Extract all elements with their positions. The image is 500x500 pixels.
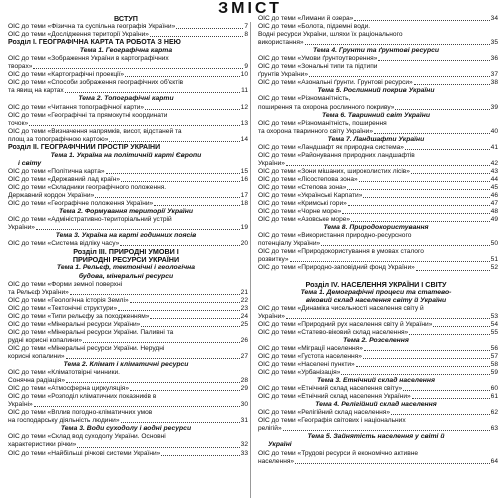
toc-entry bbox=[254, 329, 498, 337]
toc-entry-title: ОІС до теми «Лісостепова зона» bbox=[258, 175, 358, 183]
toc-entry-title: ОІС до теми «Релігійний склад населення» bbox=[258, 409, 391, 417]
toc-page-number: 41 bbox=[490, 143, 498, 151]
toc-entry-line: ОІС до теми «Адміністративно-територіальний устрій bbox=[8, 216, 172, 224]
toc-page-number: 31 bbox=[240, 417, 248, 425]
leader-dots bbox=[150, 36, 243, 37]
leader-dots bbox=[309, 76, 490, 77]
toc-entry bbox=[4, 377, 248, 385]
toc-entry-title: ОІС до теми «Природний рух населення світу й України» bbox=[258, 320, 433, 328]
leader-dots bbox=[176, 28, 243, 29]
toc-page-number: 50 bbox=[490, 240, 498, 248]
toc-entry-title: та Рельєф України» bbox=[8, 288, 69, 296]
leader-dots bbox=[374, 133, 490, 134]
toc-entry-title: характеристики річки» bbox=[8, 441, 77, 449]
toc-page-number: 21 bbox=[240, 288, 248, 296]
toc-page-number: 11 bbox=[241, 87, 248, 95]
toc-page-number: 47 bbox=[490, 200, 498, 208]
toc-entry-line: ОІС до теми «Складники географічного положення. bbox=[8, 183, 167, 191]
leader-dots bbox=[405, 149, 490, 150]
toc-entry-title: ОІС до теми «Кримські гори» bbox=[258, 200, 347, 208]
topic-heading: Тема 5. Зайнятість населення у світі й bbox=[307, 433, 445, 441]
toc-entry bbox=[4, 450, 248, 458]
leader-dots bbox=[154, 205, 239, 206]
leader-dots bbox=[121, 422, 240, 423]
toc-entry-title: та явищ на картах bbox=[8, 87, 64, 95]
toc-entry bbox=[254, 240, 498, 248]
toc-entry bbox=[4, 441, 248, 449]
toc-right-column bbox=[254, 15, 498, 466]
toc-entry-title: поширення та охорона рослинного покриву» bbox=[258, 103, 395, 111]
toc-page-number: 57 bbox=[490, 352, 498, 360]
leader-dots bbox=[283, 430, 490, 431]
toc-entry bbox=[254, 200, 498, 208]
toc-entry bbox=[254, 264, 498, 272]
toc-page-number: 64 bbox=[490, 457, 498, 465]
toc-page-number: 51 bbox=[490, 256, 498, 264]
toc-entry-line: ОІС до теми «Використання природно-ресурсного bbox=[258, 232, 412, 240]
topic-heading: Тема 2. Розселення bbox=[343, 336, 409, 344]
toc-entry-title: потенціалу України» bbox=[258, 240, 321, 248]
toc-entry-title: корисні копалини» bbox=[8, 352, 65, 360]
leader-dots bbox=[348, 205, 490, 206]
toc-page-number: 55 bbox=[490, 328, 498, 336]
toc-page-number: 45 bbox=[490, 183, 498, 191]
section-heading: Розділ І. ГЕОГРАФІЧНА КАРТА ТА РОБОТА З НЕЮ bbox=[8, 39, 181, 47]
toc-entry-title: України» bbox=[258, 312, 285, 320]
leader-dots bbox=[125, 76, 240, 77]
toc-entry-title: ОІС до теми «Дослідження території України» bbox=[8, 31, 149, 39]
toc-entry-line: ОІС до теми «Форми земної поверхні bbox=[8, 280, 123, 288]
toc-page-number: 42 bbox=[490, 159, 498, 167]
toc-entry bbox=[4, 313, 248, 321]
leader-dots bbox=[363, 197, 489, 198]
toc-entry bbox=[4, 63, 248, 71]
toc-entry-title: ОІС до теми «Урбанізація» bbox=[258, 369, 341, 377]
leader-dots bbox=[141, 326, 239, 327]
toc-entry bbox=[254, 128, 498, 136]
topic-heading: Тема 1. Географічна карта bbox=[79, 47, 173, 55]
topic-heading: і світу bbox=[18, 159, 42, 167]
toc-page-number: 13 bbox=[240, 119, 248, 127]
leader-dots bbox=[295, 463, 490, 464]
toc-entry-title: Сонячна радіація» bbox=[8, 377, 66, 385]
leader-dots bbox=[342, 213, 489, 214]
toc-entry bbox=[4, 305, 248, 313]
toc-entry-title: ОІС до теми «Мінеральні ресурси України» bbox=[8, 320, 141, 328]
leader-dots bbox=[66, 382, 240, 383]
leader-dots bbox=[70, 294, 240, 295]
toc-entry-title: та охорона тваринного світу України» bbox=[258, 127, 374, 135]
toc-entry bbox=[254, 369, 498, 377]
leader-dots bbox=[363, 358, 490, 359]
toc-entry bbox=[4, 417, 248, 425]
toc-entry-title: ОІС до теми «Етнічний склад населення світу» bbox=[258, 385, 403, 393]
toc-entry-title: точок» bbox=[8, 119, 29, 127]
toc-entry bbox=[254, 15, 498, 23]
toc-page-number: 54 bbox=[490, 320, 498, 328]
toc-entry-title: ОІС до теми «Етнічний склад населення України» bbox=[258, 393, 411, 401]
leader-dots bbox=[83, 342, 240, 343]
toc-entry bbox=[254, 353, 498, 361]
toc-entry-line: ОІС до теми «Зональні типи та підтипи bbox=[258, 63, 378, 71]
toc-entry-line: ОІС до теми «Районування природних ландшафтів bbox=[258, 151, 415, 159]
toc-entry bbox=[4, 120, 248, 128]
toc-page-number: 52 bbox=[490, 264, 498, 272]
toc-entry bbox=[254, 160, 498, 168]
topic-heading: Тема 1. Демографічні процеси та статево- bbox=[300, 288, 452, 296]
toc-page-number: 23 bbox=[240, 304, 248, 312]
toc-entry bbox=[4, 297, 248, 305]
toc-entry bbox=[254, 409, 498, 417]
toc-page-number: 15 bbox=[240, 167, 248, 175]
leader-dots bbox=[391, 414, 490, 415]
toc-entry-title: ОІС до теми «Тектонічні структури» bbox=[8, 304, 118, 312]
topic-heading: Тема 3. Україна на карті годинних поясів bbox=[55, 232, 197, 240]
toc-entry-title: ОІС до теми «Система відліку часу» bbox=[8, 240, 120, 248]
toc-entry-title: ОІС до теми «Умови ґрунтоутворення» bbox=[258, 55, 378, 63]
toc-entry-title: ОІС до теми «Міграції населення» bbox=[258, 344, 363, 352]
toc-entry-title: ОІС до теми «Типи рельєфу за походженням» bbox=[8, 312, 150, 320]
toc-entry-title: ОІС до теми «Геологічна історія Землі» bbox=[8, 296, 129, 304]
toc-entry-line: ОІС до теми «Склад вод суходолу України. Основні bbox=[8, 433, 166, 441]
toc-page-number: 8 bbox=[244, 31, 248, 39]
toc-entry bbox=[4, 136, 248, 144]
toc-entry-line: ОІС до теми «Розподіл кліматичних показників в bbox=[8, 393, 157, 401]
topic-heading: Тема 6. Тваринний світ України bbox=[322, 111, 430, 119]
toc-page-number: 37 bbox=[490, 71, 498, 79]
toc-page-number: 30 bbox=[240, 401, 248, 409]
toc-page-number: 53 bbox=[490, 312, 498, 320]
toc-entry-line: ОІС до теми «Трудові ресурси й економічно активне bbox=[258, 449, 419, 457]
toc-entry-line: ОІС до теми «Різноманітність, bbox=[258, 95, 351, 103]
toc-page-number: 32 bbox=[240, 441, 248, 449]
toc-entry-title: рудні корисні копалини» bbox=[8, 336, 83, 344]
toc-page-number: 20 bbox=[240, 240, 248, 248]
toc-entry-line: ОІС до теми «Природокористування в умовах сталого bbox=[258, 248, 424, 256]
toc-entry bbox=[254, 79, 498, 87]
leader-dots bbox=[286, 318, 490, 319]
topic-heading: Тема 8. Природокористування bbox=[323, 224, 429, 232]
toc-entry bbox=[254, 345, 498, 353]
toc-page-number: 34 bbox=[490, 15, 498, 22]
toc-entry-line: ОІС до теми «Зображення України в картографічних bbox=[8, 55, 169, 63]
topic-heading: Тема 1. Рельєф, тектонічні і геологічна bbox=[56, 264, 196, 272]
toc-page-number: 63 bbox=[490, 425, 498, 433]
toc-entry-title: ОІС до теми «Азональні ґрунти. Ґрунтові ресурси» bbox=[258, 79, 413, 87]
leader-dots bbox=[395, 109, 489, 110]
toc-entry-line: ОІС до теми «Мінеральні ресурси України. Нерудні bbox=[8, 344, 165, 352]
toc-entry-title: населення» bbox=[258, 457, 295, 465]
toc-page-number: 7 bbox=[244, 23, 248, 31]
leader-dots bbox=[121, 181, 240, 182]
toc-page-number: 24 bbox=[240, 312, 248, 320]
leader-dots bbox=[77, 447, 239, 448]
toc-page-number: 46 bbox=[490, 192, 498, 200]
topic-heading: Україні bbox=[268, 441, 292, 449]
toc-entry-line: ОІС до теми «Вплив погодно-кліматичних умов bbox=[8, 409, 153, 417]
topic-heading: Тема 4. Ґрунти та ґрунтові ресурси bbox=[312, 47, 440, 55]
topic-heading: Тема 5. Рослинний покрив України bbox=[317, 87, 435, 95]
topic-heading: віковий склад населення світу й України bbox=[305, 296, 447, 304]
toc-page-number: 16 bbox=[240, 175, 248, 183]
page-title: ЗМІСТ bbox=[218, 0, 282, 17]
toc-entry bbox=[4, 87, 248, 95]
toc-entry bbox=[254, 168, 498, 176]
toc-entry bbox=[254, 385, 498, 393]
toc-entry-title: ОІС до теми «Читання топографічної карти» bbox=[8, 103, 145, 111]
toc-entry bbox=[254, 361, 498, 369]
leader-dots bbox=[414, 84, 490, 85]
toc-entry bbox=[4, 289, 248, 297]
leader-dots bbox=[321, 245, 489, 246]
toc-entry-title: ОІС до теми «Степова зона» bbox=[258, 183, 347, 191]
toc-entry-title: ОІС до теми «Фізична та суспільна географія України» bbox=[8, 23, 176, 31]
leader-dots bbox=[145, 109, 240, 110]
toc-entry-title: ОІС до теми «Атмосферна циркуляція» bbox=[8, 385, 130, 393]
toc-entry bbox=[4, 401, 248, 409]
toc-entry-title: Україні» bbox=[8, 401, 33, 409]
toc-entry-line: ОІС до теми «Динаміка чисельності населення світу й bbox=[258, 304, 424, 312]
toc-page-number: 25 bbox=[240, 320, 248, 328]
toc-entry-title: ОІС до теми «Державний лад країн» bbox=[8, 175, 121, 183]
toc-page-number: 26 bbox=[240, 336, 248, 344]
leader-dots bbox=[341, 374, 489, 375]
leader-dots bbox=[130, 390, 240, 391]
toc-entry-title: розвитку» bbox=[258, 256, 289, 264]
toc-page-number: 36 bbox=[490, 55, 498, 63]
section-heading: ВСТУП bbox=[114, 14, 138, 23]
toc-page-number: 9 bbox=[244, 63, 248, 71]
leader-dots bbox=[33, 68, 243, 69]
toc-page-number: 44 bbox=[490, 175, 498, 183]
leader-dots bbox=[150, 318, 239, 319]
toc-page-number: 10 bbox=[240, 71, 248, 79]
toc-entry bbox=[254, 216, 498, 224]
toc-entry-title: ОІС до теми «Природно-заповідний фонд України» bbox=[258, 264, 415, 272]
toc-page-number: 17 bbox=[240, 192, 248, 200]
topic-heading: Тема 2. Клімат і кліматичні ресурси bbox=[63, 361, 189, 369]
toc-entry-line: ОІС до теми «Способи зображення географічних об'єктів bbox=[8, 79, 184, 87]
toc-entry-title: використання» bbox=[258, 39, 304, 47]
toc-entry-line: ОІС до теми «Болота, підземні води. bbox=[258, 23, 371, 31]
topic-heading: Тема 1. Україна на політичній карті Європи bbox=[50, 151, 202, 159]
leader-dots bbox=[95, 197, 239, 198]
leader-dots bbox=[351, 221, 490, 222]
toc-page-number: 39 bbox=[490, 103, 498, 111]
toc-entry-title: ОІС до теми «Картографічні проекції» bbox=[8, 71, 125, 79]
toc-entry-title: ОІС до теми «Лимани й озера» bbox=[258, 15, 354, 22]
toc-entry bbox=[4, 321, 248, 329]
toc-entry-line: ОІС до теми «Мінеральні ресурси України. Паливні та bbox=[8, 328, 174, 336]
toc-entry bbox=[254, 313, 498, 321]
toc-page-number: 62 bbox=[490, 409, 498, 417]
toc-entry-line: ОІС до теми «Кліматотвірні чинники. bbox=[8, 369, 120, 377]
toc-entry bbox=[254, 393, 498, 401]
toc-entry-line: ОІС до теми «Різноманітність, поширення bbox=[258, 119, 387, 127]
leader-dots bbox=[161, 455, 239, 456]
toc-entry bbox=[4, 168, 248, 176]
leader-dots bbox=[378, 60, 489, 61]
section-heading: Розділ ІІ. ГЕОГРАФІЧНИЙ ПРОСТІР УКРАЇНИ bbox=[8, 143, 161, 151]
topic-heading: Тема 3. Етнічний склад населення bbox=[317, 377, 435, 385]
toc-entry-title: ОІС до теми «Азовське море» bbox=[258, 216, 351, 224]
toc-entry-title: на господарську діяльність людини» bbox=[8, 417, 120, 425]
topic-heading: Тема 7. Ландшафти України bbox=[327, 135, 425, 143]
toc-page-number: 27 bbox=[240, 352, 248, 360]
toc-entry bbox=[4, 176, 248, 184]
toc-entry bbox=[254, 104, 498, 112]
leader-dots bbox=[411, 173, 490, 174]
toc-page-number: 29 bbox=[240, 385, 248, 393]
leader-dots bbox=[36, 229, 240, 230]
toc-entry bbox=[254, 256, 498, 264]
toc-page-number: 14 bbox=[240, 135, 248, 143]
topic-heading: Тема 2. Топографічні карти bbox=[78, 95, 174, 103]
toc-page-number: 38 bbox=[490, 79, 498, 87]
toc-entry-line: ОІС до теми «Визначення напрямків, висот, відстаней та bbox=[8, 127, 182, 135]
leader-dots bbox=[356, 366, 490, 367]
toc-page-number: 56 bbox=[490, 344, 498, 352]
toc-entry-title: ґрунтів України» bbox=[258, 71, 308, 79]
toc-entry bbox=[254, 55, 498, 63]
toc-entry bbox=[4, 31, 248, 39]
toc-entry bbox=[254, 208, 498, 216]
toc-page-number: 19 bbox=[240, 224, 248, 232]
leader-dots bbox=[403, 390, 490, 391]
toc-page-number: 35 bbox=[490, 39, 498, 47]
toc-entry bbox=[4, 104, 248, 112]
toc-entry-title: площ за топографічною картою» bbox=[8, 135, 109, 143]
toc-entry-title: ОІС до теми «Статево-віковий склад населення» bbox=[258, 328, 409, 336]
toc-entry bbox=[4, 192, 248, 200]
toc-entry-title: ОІС до теми «Населені пункти» bbox=[258, 361, 355, 369]
leader-dots bbox=[433, 326, 489, 327]
leader-dots bbox=[286, 165, 490, 166]
leader-dots bbox=[347, 189, 489, 190]
leader-dots bbox=[34, 406, 240, 407]
topic-heading: Тема 4. Релігійний склад населення bbox=[315, 401, 437, 409]
leader-dots bbox=[118, 310, 240, 311]
toc-entry-title: ОІС до теми «Ландшафт як природна система» bbox=[258, 143, 404, 151]
topic-heading: Тема 2. Формування території України bbox=[58, 208, 194, 216]
toc-entry-title: ОІС до теми «Географічне положення України» bbox=[8, 200, 154, 208]
section-heading: ПРИРОДНІ РЕСУРСИ УКРАЇНИ bbox=[72, 255, 180, 265]
toc-left-column bbox=[4, 15, 248, 458]
toc-entry bbox=[4, 71, 248, 79]
toc-entry-title: України» bbox=[258, 159, 285, 167]
toc-page-number: 58 bbox=[490, 361, 498, 369]
leader-dots bbox=[120, 245, 239, 246]
toc-entry-title: Державний кордон України» bbox=[8, 192, 95, 200]
toc-page-number: 22 bbox=[240, 296, 248, 304]
topic-heading: Тема 3. Води суходолу і водні ресурси bbox=[60, 425, 192, 433]
toc-page-number: 48 bbox=[490, 208, 498, 216]
toc-entry-line: Водні ресурси України, шляхи їх раціонального bbox=[258, 31, 403, 39]
leader-dots bbox=[354, 20, 489, 21]
leader-dots bbox=[66, 358, 240, 359]
leader-dots bbox=[109, 141, 239, 142]
toc-entry-title: ОІС до теми «Українські Карпати» bbox=[258, 192, 363, 200]
toc-entry bbox=[4, 23, 248, 31]
section-heading: Розділ ІІІ. ПРИРОДНІ УМОВИ І bbox=[73, 247, 179, 257]
toc-page-number: 33 bbox=[240, 449, 248, 457]
leader-dots bbox=[359, 181, 490, 182]
toc-page-number: 49 bbox=[490, 216, 498, 224]
toc-entry bbox=[4, 353, 248, 361]
toc-entry-title: релігій» bbox=[258, 425, 282, 433]
toc-entry bbox=[4, 224, 248, 232]
toc-entry bbox=[254, 176, 498, 184]
toc-page-number: 28 bbox=[240, 377, 248, 385]
toc-entry-title: творах» bbox=[8, 63, 33, 71]
toc-entry bbox=[254, 71, 498, 79]
toc-entry bbox=[254, 192, 498, 200]
toc-entry bbox=[254, 144, 498, 152]
toc-entry-line: ОІС до теми «Географічні та прямокутні координати bbox=[8, 111, 168, 119]
leader-dots bbox=[106, 173, 240, 174]
toc-page-number: 43 bbox=[490, 167, 498, 175]
toc-page-number: 18 bbox=[240, 200, 248, 208]
toc-entry-title: ОІС до теми «Густота населення» bbox=[258, 352, 362, 360]
toc-entry bbox=[4, 337, 248, 345]
toc-entry-title: ОІС до теми «Зони мішаних, широколистих лісів» bbox=[258, 167, 410, 175]
topic-heading: будова, мінеральні ресурси bbox=[78, 272, 174, 280]
leader-dots bbox=[416, 270, 490, 271]
toc-entry-title: ОІС до теми «Політична карта» bbox=[8, 167, 105, 175]
toc-page-number: 60 bbox=[490, 385, 498, 393]
toc-entry-title: ОІС до теми «Чорне море» bbox=[258, 208, 342, 216]
leader-dots bbox=[29, 125, 240, 126]
toc-entry bbox=[254, 458, 498, 466]
toc-page-number: 12 bbox=[240, 103, 248, 111]
leader-dots bbox=[290, 261, 490, 262]
column-divider bbox=[250, 22, 251, 498]
toc-entry-title: ОІС до теми «Найбільші річкові системи України» bbox=[8, 449, 161, 457]
toc-entry bbox=[254, 39, 498, 47]
leader-dots bbox=[65, 92, 240, 93]
toc-entry bbox=[254, 425, 498, 433]
toc-entry bbox=[4, 200, 248, 208]
toc-page-number: 59 bbox=[490, 369, 498, 377]
toc-entry-line: ОІС до теми «Географія світових і національних bbox=[258, 417, 406, 425]
leader-dots bbox=[305, 44, 490, 45]
leader-dots bbox=[130, 302, 240, 303]
toc-entry bbox=[254, 184, 498, 192]
toc-page-number: 61 bbox=[490, 393, 498, 401]
toc-page-number: 40 bbox=[490, 127, 498, 135]
toc-entry bbox=[254, 321, 498, 329]
toc-entry-title: України» bbox=[8, 224, 35, 232]
toc-entry bbox=[4, 385, 248, 393]
leader-dots bbox=[364, 350, 490, 351]
section-heading: Розділ IV. НАСЕЛЕННЯ УКРАЇНИ І СВІТУ bbox=[305, 279, 447, 289]
leader-dots bbox=[412, 398, 490, 399]
leader-dots bbox=[409, 334, 489, 335]
